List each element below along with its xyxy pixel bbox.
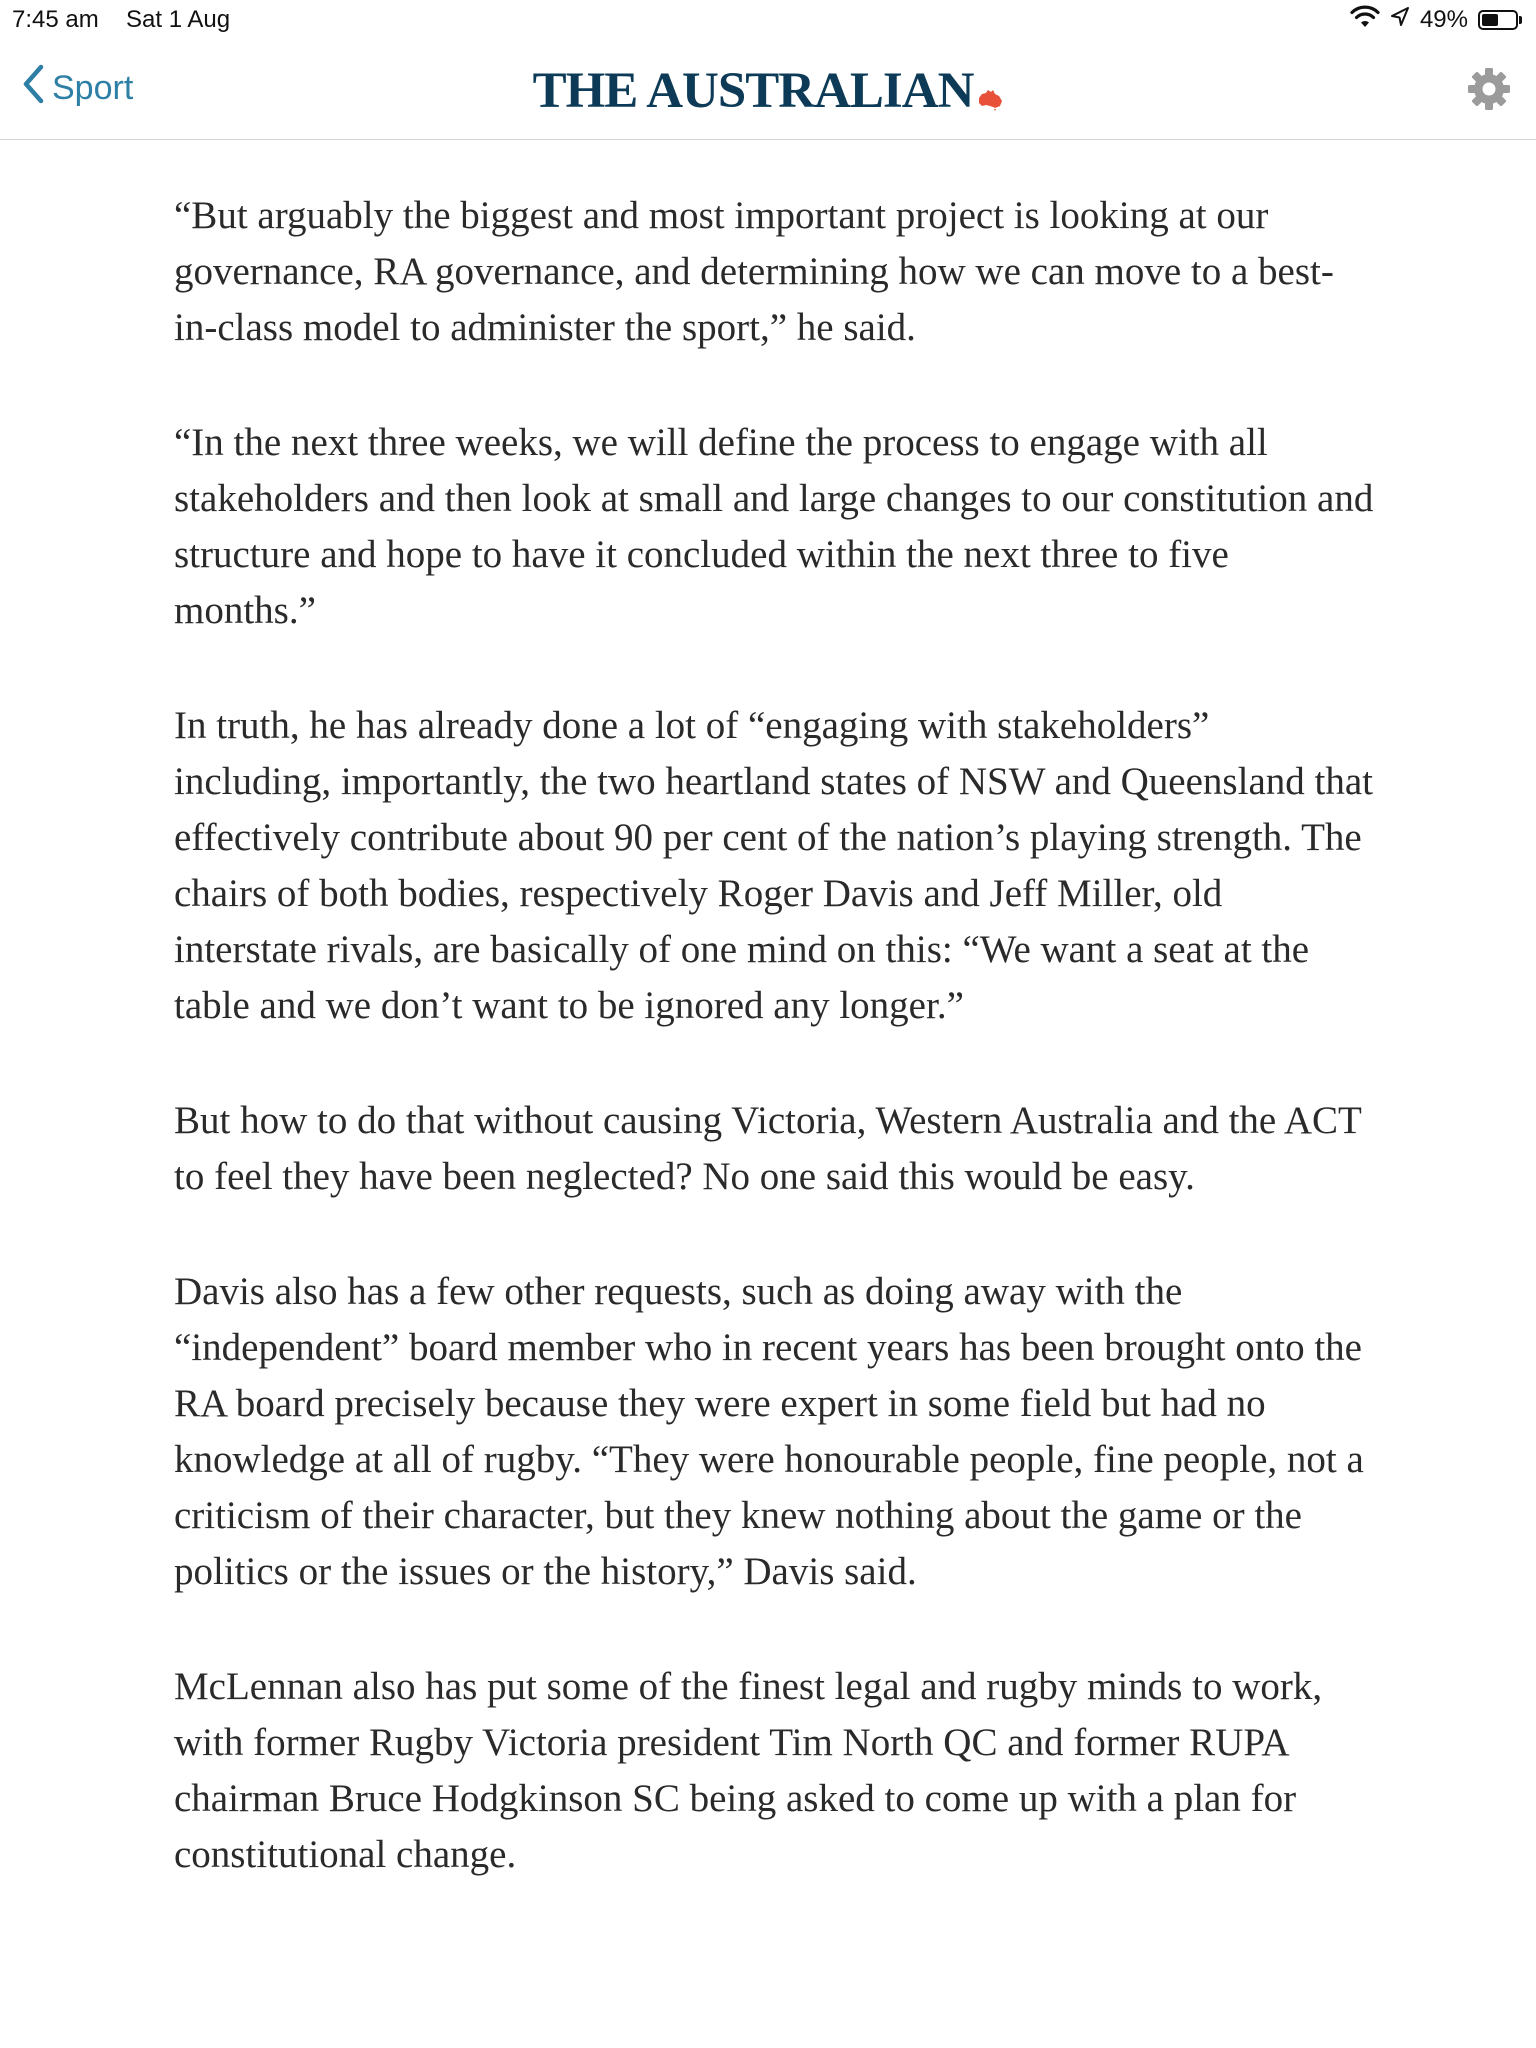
logo-text: THE AUSTRALIAN	[532, 63, 974, 119]
back-button-label: Sport	[52, 69, 134, 107]
article-paragraph: “But arguably the biggest and most important project is looking at our governance, RA governance, and determining how we can move to a best-in-class model to administer the sport,” he said.	[174, 194, 1334, 349]
gear-icon	[1466, 99, 1512, 116]
article-paragraph: McLennan also has put some of the finest legal and rugby minds to work, with former Rugby Victoria president Tim North QC and former RUPA chairman Bruce Hodgkinson SC being asked to come up with a plan for constitutional change.	[174, 1665, 1323, 1876]
article-paragraph: Davis also has a few other requests, such as doing away with the “independent” board member who in recent years has been brought onto the RA board precisely because they were expert in some field but had no knowledge at all of rugby. “They were honourable people, fine people, not a criticism of their character, but they knew nothing about the game or the politics or the issues or the history,” Davis said.	[174, 1270, 1364, 1593]
status-indicators	[1350, 4, 1522, 36]
status-time: 7:45 am	[12, 6, 99, 33]
battery-fill	[1482, 14, 1498, 26]
location-arrow-icon	[1390, 6, 1410, 35]
status-bar	[0, 0, 1536, 40]
status-date: Sat 1 Aug	[126, 6, 231, 33]
nav-bar	[0, 40, 1536, 140]
settings-button[interactable]	[1466, 66, 1512, 112]
article-body	[174, 188, 1374, 1942]
battery-icon	[1478, 10, 1522, 30]
australia-map-icon	[977, 66, 1003, 124]
publication-logo	[0, 62, 1536, 124]
wifi-icon	[1350, 5, 1380, 36]
article-paragraph: But how to do that without causing Victoria, Western Australia and the ACT to feel they have been neglected? No one said this would be easy.	[174, 1099, 1362, 1198]
article-paragraph: In truth, he has already done a lot of “engaging with stakeholders” including, importantly, the two heartland states of NSW and Queensland that effectively contribute about 90 per cent of the nation’s playing strength. The chairs of both bodies, respectively Roger Davis and Jeff Miller, old interstate rivals, are basically of one mind on this: “We want a seat at the table and we don’t want to be ignored any longer.”	[174, 704, 1373, 1027]
battery-percent: 49%	[1419, 6, 1468, 33]
article-paragraph: “In the next three weeks, we will define the process to engage with all stakeholders and then look at small and large changes to our constitution and structure and hope to have it concluded within the next three to five months.”	[174, 421, 1374, 632]
